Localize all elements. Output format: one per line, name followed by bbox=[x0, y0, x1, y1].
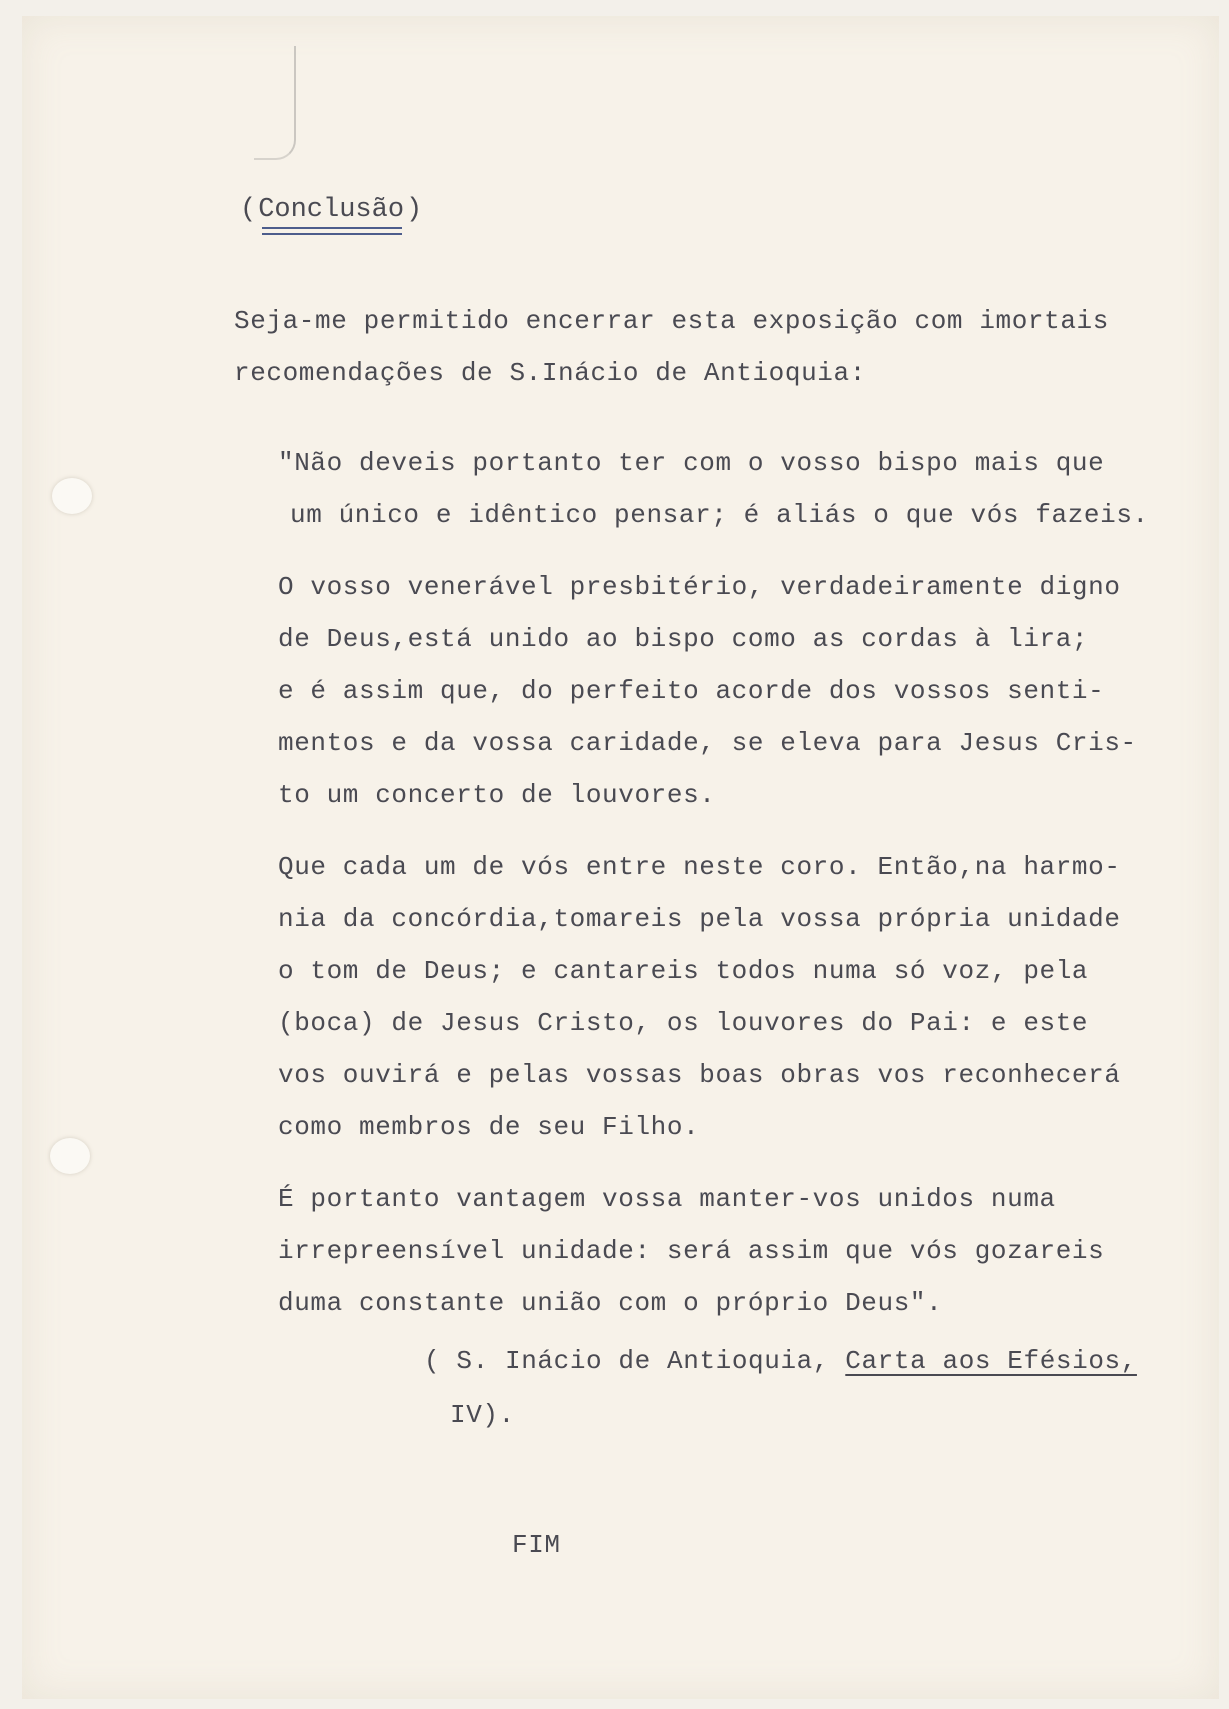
heading-word: Conclusão bbox=[258, 195, 405, 225]
quote-line-15: irrepreensível unidade: será assim que vós gozareis bbox=[278, 1236, 1105, 1266]
section-heading bbox=[240, 194, 422, 226]
quote-line-7: to um concerto de louvores. bbox=[278, 780, 716, 810]
staple-mark bbox=[254, 46, 296, 160]
quote-line-9: nia da concórdia,tomareis pela vossa própria unidade bbox=[278, 904, 1121, 934]
intro-line-1: Seja-me permitido encerrar esta exposição com imortais bbox=[234, 306, 1109, 336]
punch-hole-bottom bbox=[50, 1138, 90, 1174]
document-page bbox=[22, 16, 1219, 1699]
quote-line-6: mentos e da vossa caridade, se eleva para Jesus Cris- bbox=[278, 728, 1137, 758]
citation-work: Carta aos Efésios, bbox=[845, 1346, 1137, 1376]
heading-open-paren: ( bbox=[240, 195, 257, 225]
quote-line-16: duma constante união com o próprio Deus". bbox=[278, 1288, 943, 1318]
quote-line-12: vos ouvirá e pelas vossas boas obras vos reconhecerá bbox=[278, 1060, 1121, 1090]
quote-line-2: um único e idêntico pensar; é aliás o que vós fazeis. bbox=[290, 500, 1149, 530]
quote-line-10: o tom de Deus; e cantareis todos numa só voz, pela bbox=[278, 956, 1089, 986]
quote-line-11: (boca) de Jesus Cristo, os louvores do Pai: e este bbox=[278, 1008, 1089, 1038]
intro-line-2: recomendações de S.Inácio de Antioquia: bbox=[234, 358, 866, 388]
citation-prefix: ( S. Inácio de Antioquia, bbox=[424, 1346, 846, 1376]
quote-line-3: O vosso venerável presbitério, verdadeiramente digno bbox=[278, 572, 1121, 602]
heading-close-paren: ) bbox=[406, 195, 423, 225]
quote-line-13: como membros de seu Filho. bbox=[278, 1112, 700, 1142]
citation-line-1 bbox=[424, 1346, 1137, 1376]
quote-line-4: de Deus,está unido ao bispo como as cordas à lira; bbox=[278, 624, 1089, 654]
heading-double-underline bbox=[262, 227, 402, 235]
end-marker: FIM bbox=[512, 1530, 561, 1560]
quote-line-5: e é assim que, do perfeito acorde dos vossos senti- bbox=[278, 676, 1105, 706]
citation-line-2: IV). bbox=[450, 1400, 515, 1430]
quote-line-1: "Não deveis portanto ter com o vosso bispo mais que bbox=[278, 448, 1105, 478]
quote-line-8: Que cada um de vós entre neste coro. Então,na harmo- bbox=[278, 852, 1121, 882]
punch-hole-top bbox=[52, 478, 92, 514]
quote-line-14: É portanto vantagem vossa manter-vos unidos numa bbox=[278, 1184, 1056, 1214]
